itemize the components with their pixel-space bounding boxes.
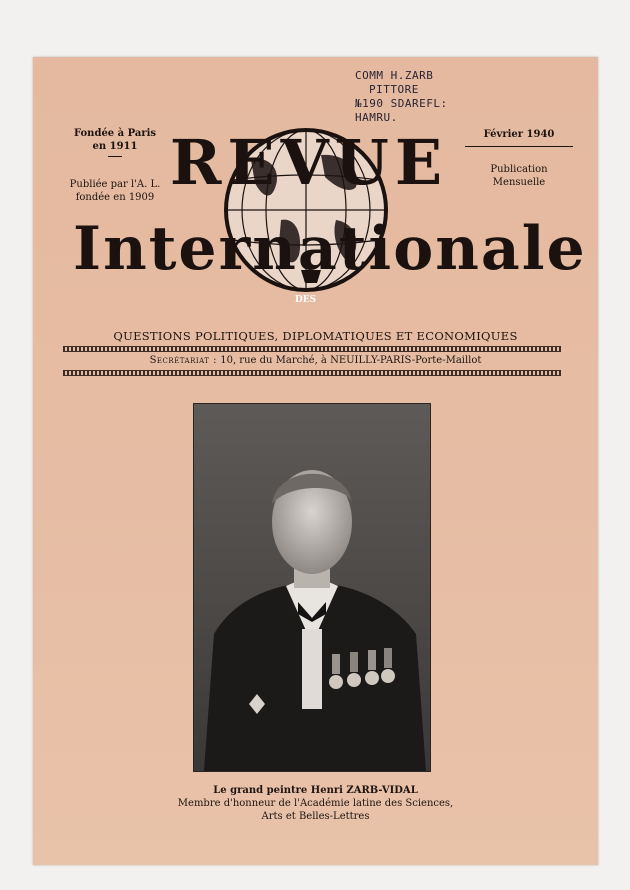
photo-caption [93,784,538,823]
divider [465,146,573,147]
publisher-info [55,178,175,204]
secretariat-address: 10, rue du Marché, à NEUILLY-PARIS-Porte-Maillot [220,355,482,366]
divider [108,156,122,157]
founded-year: en 1911 [92,141,138,152]
frequency-block [465,163,573,189]
publisher-founded: fondée en 1909 [75,192,155,203]
caption-line: Arts et Belles-Lettres [261,811,370,822]
stamp-line: PITTORE [369,83,419,96]
caption-line: Membre d'honneur de l'Académie latine des Sciences, [177,798,454,809]
portrait-figure [194,404,430,771]
frequency-line: Publication [490,164,548,175]
frequency-line: Mensuelle [492,177,546,188]
stamp-line: №190 SDAREFL: [355,97,448,110]
issue-date: Février 1940 [483,129,555,140]
ownership-stamp [355,69,505,125]
founded-line: Fondée à Paris [73,128,157,139]
ornamental-rule [63,370,561,376]
founding-info [55,127,175,160]
secretariat-label: Secrétariat : [149,355,218,366]
masthead-des: DES [295,295,317,305]
stamp-line: HAMRU. [355,111,398,124]
masthead-title-revue: REVUE [169,126,449,199]
secretariat-line [73,355,558,366]
masthead-subtitle: QUESTIONS POLITIQUES, DIPLOMATIQUES ET ECONOMIQUES [113,329,518,343]
portrait-photo [193,403,431,772]
stamp-line: COMM H.ZARB [355,69,434,82]
caption-name: Le grand peintre Henri ZARB-VIDAL [213,785,418,796]
magazine-cover [33,57,598,865]
ornamental-rule [63,346,561,352]
issue-date-block [465,129,573,147]
publisher-line: Publiée par l'A. L. [69,179,161,190]
masthead-title-internationale: Internationale [73,214,587,284]
